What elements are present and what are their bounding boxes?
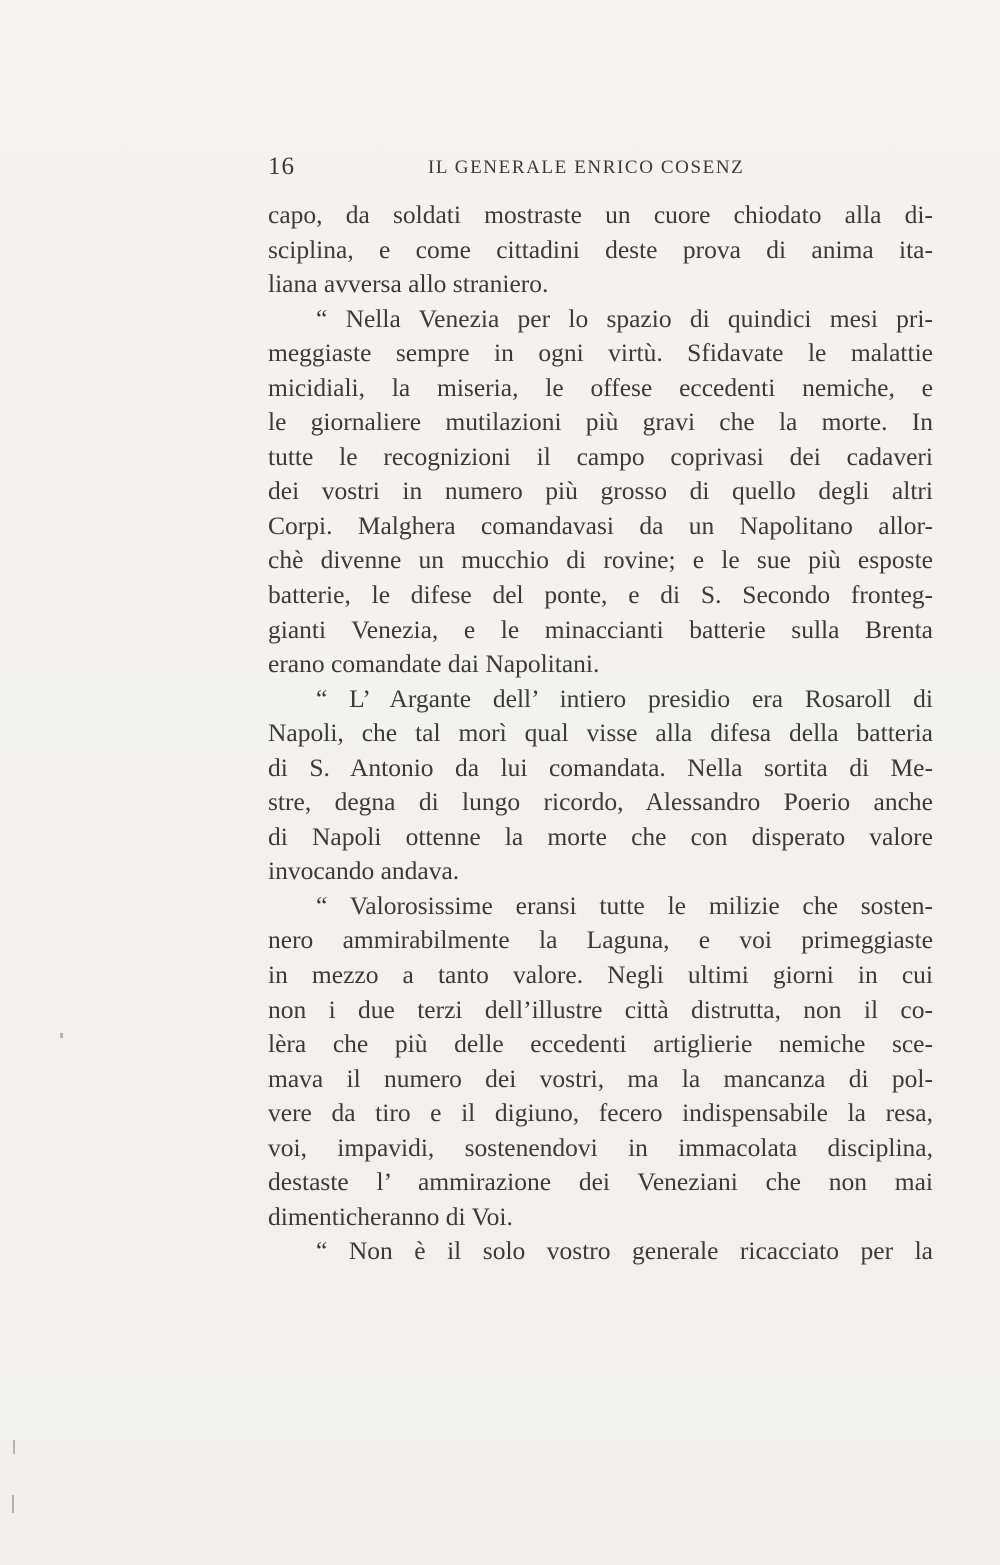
scan-speck [60,1033,63,1038]
text-line: “ Nella Venezia per lo spazio di quindici mesi pri- [316,303,933,333]
text-line: mava il numero dei vostri, ma la mancanza di pol- [268,1063,933,1093]
page-number: 16 [268,153,295,180]
text-line: lèra che più delle eccedenti artiglierie nemiche sce- [268,1029,933,1059]
text-line: stre, degna di lungo ricordo, Alessandro Poerio anche [268,787,933,817]
text-line: chè divenne un mucchio di rovine; e le sue più esposte [268,545,933,575]
text-line: liana avversa allo straniero. [268,269,549,299]
text-line: meggiaste sempre in ogni virtù. Sfidavate le malattie [268,338,933,368]
text-line: voi, impavidi, sostenendovi in immacolata disciplina, [268,1132,933,1162]
page-header [268,153,933,183]
text-line: invocando andava. [268,856,460,886]
text-line: dimenticheranno di Voi. [268,1201,513,1231]
text-line: “ L’ Argante dell’ intiero presidio era Rosaroll di [316,683,933,713]
text-line: di S. Antonio da lui comandata. Nella sortita di Me- [268,752,933,782]
text-line: batterie, le difese del ponte, e di S. Secondo fronteg- [268,580,933,610]
text-line: le giornaliere mutilazioni più gravi che la morte. In [268,407,933,437]
text-line: vere da tiro e il digiuno, fecero indispensabile la resa, [268,1098,933,1128]
text-line: non i due terzi dell’illustre città distrutta, non il co- [268,994,933,1024]
text-line: “ Valorosissime eransi tutte le milizie che sosten- [316,890,933,920]
text-line: Napoli, che tal morì qual visse alla difesa della batteria [268,718,933,748]
text-line: gianti Venezia, e le minaccianti batterie sulla Brenta [268,614,933,644]
text-line: nero ammirabilmente la Laguna, e voi primeggiaste [268,925,933,955]
running-head: IL GENERALE ENRICO COSENZ [428,157,745,178]
text-line: micidiali, la miseria, le offese eccedenti nemiche, e [268,372,933,402]
body-text [268,198,933,1269]
text-line: “ Non è il solo vostro generale ricacciato per la [316,1236,933,1266]
scan-speck [12,1495,14,1513]
text-line: Corpi. Malghera comandavasi da un Napolitano allor- [268,510,933,540]
text-line: capo, da soldati mostraste un cuore chiodato alla di- [268,200,933,229]
text-line: dei vostri in numero più grosso di quello degli altri [268,476,933,506]
text-line: in mezzo a tanto valore. Negli ultimi giorni in cui [268,960,933,990]
scan-speck [13,1440,15,1454]
text-line: destaste l’ ammirazione dei Veneziani che non mai [268,1167,933,1197]
text-line: tutte le recognizioni il campo coprivasi dei cadaveri [268,441,933,471]
text-line: erano comandate dai Napolitani. [268,649,600,679]
text-line: sciplina, e come cittadini deste prova di anima ita- [268,234,933,264]
text-line: di Napoli ottenne la morte che con disperato valore [268,821,933,851]
